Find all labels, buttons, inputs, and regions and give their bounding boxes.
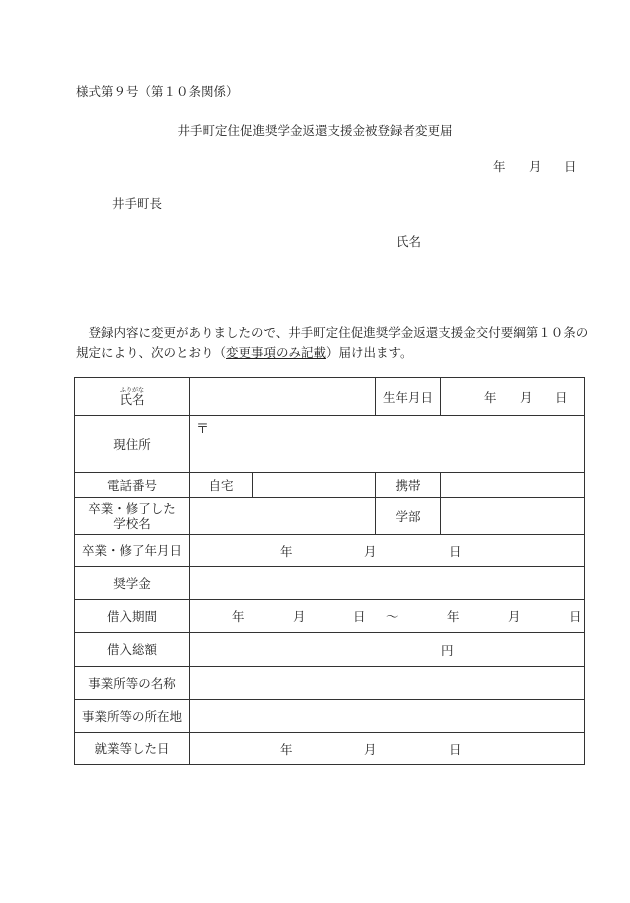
birth-day: 日	[555, 389, 568, 405]
graduation-date-input[interactable]	[190, 535, 585, 567]
postal-mark: 〒	[196, 422, 210, 437]
recipient: 井手町長	[112, 196, 163, 211]
row-school	[75, 498, 585, 535]
birth-month: 月	[520, 389, 533, 405]
school-label-cell	[75, 498, 190, 535]
row-loan-period	[75, 600, 585, 633]
emp-day: 日	[449, 741, 462, 757]
home-phone-input[interactable]	[253, 473, 376, 498]
date-month: 月	[529, 159, 542, 174]
change-form-table	[74, 377, 585, 765]
intro-paragraph	[76, 323, 596, 363]
date-day: 日	[564, 159, 577, 174]
birthdate-label: 生年月日	[376, 378, 441, 416]
name-label-cell	[75, 378, 190, 416]
birth-year: 年	[484, 389, 497, 405]
period-end-year: 年	[447, 609, 460, 624]
row-address	[75, 416, 585, 473]
grad-month: 月	[364, 543, 377, 559]
period-start-year: 年	[232, 609, 245, 624]
row-loan-total	[75, 633, 585, 667]
employment-date-label: 就業等した日	[75, 733, 190, 765]
office-address-label: 事業所等の所在地	[75, 700, 190, 733]
school-label-line1: 卒業・修了した	[88, 501, 176, 516]
graduation-label: 卒業・修了年月日	[75, 535, 190, 567]
row-graduation	[75, 535, 585, 567]
name-label: 氏名	[119, 391, 145, 407]
school-label-line2: 学校名	[113, 516, 151, 531]
emp-year: 年	[280, 741, 293, 757]
intro-underlined: 変更事項のみ記載	[226, 345, 327, 360]
scholarship-label: 奨学金	[75, 567, 190, 600]
loan-total-label: 借入総額	[75, 633, 190, 667]
employment-date-input[interactable]	[190, 733, 585, 765]
office-name-input[interactable]	[190, 667, 585, 700]
intro-text-before: 登録内容に変更がありましたので、井手町定住促進奨学金返還支援金交付要綱第１０条の規定により、次のとおり（	[76, 325, 589, 360]
name-ruby: ふりがな	[119, 386, 144, 394]
scholarship-input[interactable]	[190, 567, 585, 600]
period-end-day: 日	[569, 609, 582, 624]
row-office-address	[75, 700, 585, 733]
form-number: 様式第９号（第１０条関係）	[76, 84, 239, 99]
period-start-day: 日	[353, 609, 366, 624]
loan-period-label: 借入期間	[75, 600, 190, 633]
date-year: 年	[493, 159, 506, 174]
faculty-input[interactable]	[441, 498, 585, 535]
faculty-label: 学部	[376, 498, 441, 535]
loan-period-input[interactable]	[190, 600, 585, 633]
home-label: 自宅	[190, 473, 253, 498]
mobile-label: 携帯	[376, 473, 441, 498]
row-office-name	[75, 667, 585, 700]
name-input-cell[interactable]	[190, 378, 376, 416]
document-title: 井手町定住促進奨学金返還支援金被登録者変更届	[177, 123, 453, 138]
row-employment-date	[75, 733, 585, 765]
address-input-cell[interactable]	[190, 416, 585, 473]
address-label: 現住所	[75, 416, 190, 473]
mobile-phone-input[interactable]	[441, 473, 585, 498]
phone-label: 電話番号	[75, 473, 190, 498]
row-scholarship	[75, 567, 585, 600]
yen-unit: 円	[441, 642, 454, 658]
period-end-month: 月	[508, 609, 521, 624]
row-phone	[75, 473, 585, 498]
office-address-input[interactable]	[190, 700, 585, 733]
school-name-input[interactable]	[190, 498, 376, 535]
row-name	[75, 378, 585, 416]
grad-year: 年	[280, 543, 293, 559]
grad-day: 日	[449, 543, 462, 559]
office-name-label: 事業所等の名称	[75, 667, 190, 700]
applicant-name-label: 氏名	[396, 234, 422, 249]
period-tilde: ～	[386, 609, 399, 624]
intro-text-after: ）届け出ます。	[326, 345, 413, 360]
period-start-month: 月	[293, 609, 306, 624]
birthdate-input-cell[interactable]	[441, 378, 585, 416]
loan-total-input[interactable]	[190, 633, 585, 667]
emp-month: 月	[364, 741, 377, 757]
